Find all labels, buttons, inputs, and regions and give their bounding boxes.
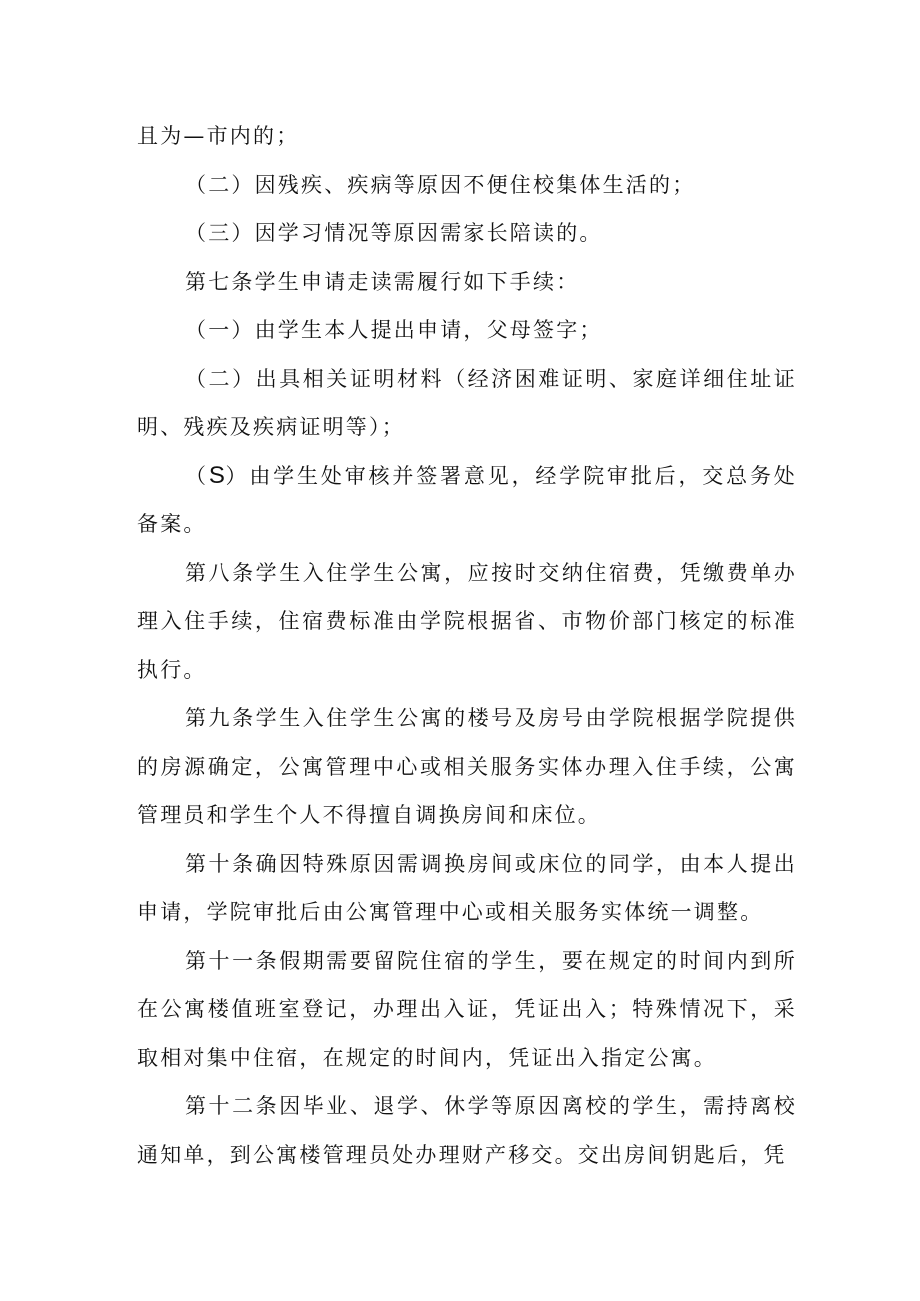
procedure-item-3 xyxy=(137,452,797,549)
item-3-letter: S xyxy=(208,461,225,489)
article-7-heading: 第七条学生申请走读需履行如下手续： xyxy=(185,269,580,294)
item-3-open-paren: （ xyxy=(185,463,209,488)
article-9: 第九条学生入住学生公寓的楼号及房号由学院根据学院提供的房源确定，公寓管理中心或相关服务实体办理入住手续，公寓管理员和学生个人不得擅自调换房间和床位。 xyxy=(137,706,797,827)
item-3-text: 由学生处审核并签署意见，经学院审批后，交总务处备案。 xyxy=(137,463,797,536)
procedure-item-2: （二）出具相关证明材料（经济困难证明、家庭详细住址证明、残疾及疾病证明等）； xyxy=(137,366,797,439)
procedure-item-1: （一）由学生本人提出申请，父母签字； xyxy=(185,318,603,342)
item-3-close-paren: ） xyxy=(224,463,250,488)
paragraph-continuation: 且为—市内的； xyxy=(137,124,300,148)
list-item-3-study: （三）因学习情况等原因需家长陪读的。 xyxy=(185,221,603,245)
article-10: 第十条确因特殊原因需调换房间或床位的同学，由本人提出申请，学院审批后由公寓管理中心或相关服务实体统一调整。 xyxy=(137,851,797,924)
document-body xyxy=(137,112,797,1179)
list-item-2-disability: （二）因残疾、疾病等原因不便住校集体生活的； xyxy=(185,172,696,197)
article-11: 第十一条假期需要留院住宿的学生，要在规定的时间内到所在公寓楼值班室登记，办理出入证，凭证出入；特殊情况下，采取相对集中住宿，在规定的时间内，凭证出入指定公寓。 xyxy=(137,948,797,1070)
article-12: 第十二条因毕业、退学、休学等原因离校的学生，需持离校通知单，到公寓楼管理员处办理财产移交。交出房间钥匙后，凭 xyxy=(137,1094,797,1167)
article-8: 第八条学生入住学生公寓，应按时交纳住宿费，凭缴费单办理入住手续，住宿费标准由学院根据省、市物价部门核定的标准执行。 xyxy=(137,560,797,682)
